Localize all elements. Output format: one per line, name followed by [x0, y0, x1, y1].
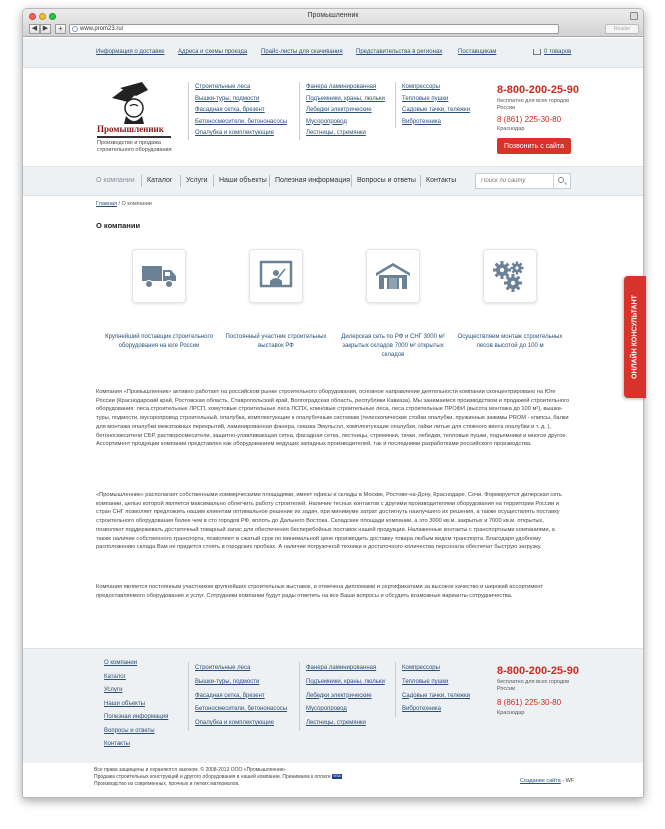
- catalog-link[interactable]: Тепловые пушки: [402, 95, 449, 102]
- main-navigation: [23, 166, 643, 196]
- feature-supplier: [104, 249, 214, 351]
- catalog-column-2: [299, 82, 385, 140]
- copyright-line: Все права защищены и охраняются законом. © 2008-2013 ООО «Промышленник»: [94, 767, 286, 773]
- nav-separator: [269, 175, 270, 187]
- online-consultant-tab[interactable]: [624, 276, 646, 398]
- forward-button[interactable]: ▶: [40, 24, 51, 34]
- feature-tile: [132, 249, 186, 303]
- catalog-link[interactable]: Строительные леса: [195, 84, 251, 90]
- catalog-link[interactable]: Вибротехника: [402, 118, 441, 125]
- fullscreen-icon[interactable]: [630, 12, 638, 20]
- catalog-link[interactable]: Вибротехника: [402, 706, 441, 713]
- history-buttons: [29, 24, 51, 34]
- catalog-link[interactable]: Подъемники, краны, люльки: [306, 95, 385, 102]
- browser-window: [22, 8, 644, 798]
- online-consultant-label: ОНЛАЙН КОНСУЛЬТАНТ: [631, 295, 639, 379]
- footer-link-contacts[interactable]: Контакты: [104, 741, 130, 747]
- footer-link-useful-info[interactable]: Полезная информация: [104, 714, 169, 720]
- catalog-column-1: [188, 82, 287, 140]
- address-bar[interactable]: [69, 24, 559, 34]
- catalog-link[interactable]: Лебедки электрические: [306, 107, 372, 113]
- footer-link-catalog[interactable]: Каталог: [104, 673, 126, 680]
- catalog-link[interactable]: Бетоносмесители, бетононасосы: [195, 706, 288, 713]
- web-page: [23, 38, 643, 798]
- add-bookmark-button[interactable]: +: [55, 24, 66, 34]
- feature-installation: [455, 249, 565, 351]
- footer-toll-free-phone: 8-800-200-25-90: [497, 665, 579, 677]
- window-title: Промышленник: [307, 12, 359, 19]
- nav-item-services[interactable]: Услуги: [186, 177, 208, 184]
- nav-separator: [180, 175, 181, 187]
- nav-item-about[interactable]: О компании: [96, 177, 135, 184]
- footer-catalog-column-1: [188, 662, 287, 731]
- phone-city: Краснодар: [497, 126, 525, 132]
- warehouse-icon: [374, 261, 412, 291]
- bottom-bar: [23, 764, 643, 798]
- feature-text: Крупнейший поставщик строительного оборудования на юге России: [105, 334, 213, 349]
- about-paragraph-2: «Промышленник» располагает собственными коммерческими площадями, имеет офисы и склады в Москве, Ростове-на-Дону, Краснодаре, Сочи. Формируется дилерская сеть компании, целью которой является максимально облегчить работу строителей. Наличие тесных контактов с другими производителями оборудования на территории России и стран СНГ позволяет предложить нашим клиентам оптимальное решение их задач, при минимуме затрат достигнуть наилучшего их решения, а также осуществлять поставку строительного оборудования более чем в сто городов РФ, вплоть до Дальнего Востока. Складские площади компании, а это 3000 кв.м. закрытых и 7000 кв.м. открытых, позволяют поддерживать достаточный товарный запас для обеспечения бесперебойных поставок нашей продукции. Налаженные контакты с транспортными компаниями, а также наличие собственного транспорта, позволяют в сжатый срок по минимальной цене производить доставку товара любым видом транспорта. Благодаря удобному расположению склада Вам не придется стоять в городских пробках. А наличие погрузочной техники и достаточного количества персонала обеспечат быструю загрузку.: [96, 492, 562, 551]
- catalog-link[interactable]: Вышки-туры, подмости: [195, 678, 260, 685]
- globe-icon: [72, 26, 78, 32]
- topnav-delivery-link[interactable]: Информация о доставке: [96, 49, 165, 55]
- site-credit-suffix: - WF: [562, 778, 575, 784]
- topnav-suppliers-link[interactable]: Поставщикам: [458, 49, 497, 55]
- nav-separator: [420, 175, 421, 187]
- nav-item-useful-info[interactable]: Полезная информация: [275, 177, 351, 184]
- nav-item-faq[interactable]: Вопросы и ответы: [357, 177, 416, 184]
- catalog-link[interactable]: Строительные леса: [195, 665, 251, 671]
- feature-dealers: [338, 249, 448, 360]
- search-icon: [558, 177, 564, 183]
- feature-text: Осуществляем монтаж строительных лесов высотой до 100 м: [457, 334, 563, 349]
- footer-link-faq[interactable]: Вопросы и ответы: [104, 727, 155, 734]
- page-title: О компании: [96, 221, 141, 230]
- topnav-addresses-link[interactable]: Адреса и схемы проезда: [178, 49, 248, 55]
- catalog-link[interactable]: Фасадная сетка, брезент: [195, 107, 265, 113]
- footer-catalog-column-3: [395, 662, 470, 717]
- url-text: www.prom23.ru/: [80, 26, 124, 32]
- topnav-regions-link[interactable]: Представительства в регионах: [356, 49, 443, 55]
- payment-line: [94, 774, 394, 781]
- gears-icon: [491, 258, 529, 294]
- footer-phone-note: бесплатно для всех городов России: [497, 679, 570, 692]
- feature-text: Постоянный участник строительных выставок РФ: [225, 334, 327, 349]
- toll-free-phone: 8-800-200-25-90: [497, 84, 579, 96]
- back-button[interactable]: ◀: [29, 24, 40, 34]
- visa-icon: VISA: [333, 774, 341, 779]
- catalog-link[interactable]: Компрессоры: [402, 665, 440, 671]
- site-credit: [520, 778, 574, 784]
- catalog-link[interactable]: Компрессоры: [402, 84, 440, 90]
- catalog-link[interactable]: Тепловые пушки: [402, 678, 449, 685]
- catalog-link[interactable]: Фанера ламинированная: [306, 84, 377, 90]
- catalog-link[interactable]: Подъемники, краны, люльки: [306, 678, 385, 685]
- presentation-icon: [259, 260, 293, 292]
- cart-icon[interactable]: [533, 49, 541, 55]
- production-line: Производство из современных, прочных и легких материалов.: [94, 781, 240, 787]
- catalog-link[interactable]: Фасадная сетка, брезент: [195, 692, 265, 699]
- catalog-link[interactable]: Мусоропровод: [306, 118, 347, 125]
- catalog-link[interactable]: Опалубка и комплектующие: [195, 130, 274, 136]
- catalog-link[interactable]: Лестницы, стремянки: [306, 720, 366, 727]
- breadcrumb: [96, 201, 152, 207]
- catalog-link[interactable]: Мусоропровод: [306, 706, 347, 713]
- logo-wordmark[interactable]: Промышленник: [97, 124, 164, 134]
- nav-separator: [141, 175, 142, 187]
- footer-nav: [104, 657, 168, 752]
- logo-divider: [97, 136, 171, 138]
- nav-item-objects[interactable]: Наши объекты: [219, 177, 267, 184]
- top-navigation: [23, 38, 643, 68]
- breadcrumb-home-link[interactable]: Главная: [96, 201, 117, 207]
- nav-item-catalog[interactable]: Каталог: [147, 177, 173, 184]
- catalog-link[interactable]: Фанера ламинированная: [306, 665, 377, 671]
- breadcrumb-separator: /: [118, 201, 120, 207]
- catalog-column-3: [395, 82, 470, 128]
- nav-item-contacts[interactable]: Контакты: [426, 177, 457, 184]
- nav-separator: [213, 175, 214, 187]
- feature-tile: [249, 249, 303, 303]
- catalog-link[interactable]: Бетоносмесители, бетононасосы: [195, 118, 288, 125]
- about-paragraph-1: Компания «Промышленник» активно работает на российском рынке строительного оборудования, основное направление деятельности компании сконцентрировано на Юге России (Краснодарский край, Ростовская область, Ставропольский край, Волгоградская область, республики Кавказа). Мы занимаемся производством и продажей строительного оборудования: леса строительные ЛРСП, хомутовые строительные леса ЛСПХ, клиновые строительные леса, леса строительные ПРОФИ (высота монтажа до 100 м²), вышки-туры, подмости, мусоропровод строительный, опалубка, комплектующие к опалубочным системам (телескопические стойки опалубки, пружинные зажимы PROM - клипсы, балки для монтажа опалубки межэтажных перекрытий, ламинированная фанера, смазка Эмульсол, комплектующие опалубки, гайки литые для стяжного винта опалубки и т. д. ), бетоносмесители СБР, растворосмесители, защитно-улавливающая сетка, фасадная сетка, лестницы, стремянки, тачки, лебедки, тепловые пушки, подъемники и многое другое. Ассортимент продукции компании представлен как оборудованием ведущих западных производителей, так и последними разработками российского производства.: [96, 389, 570, 448]
- catalog-link[interactable]: Опалубка и комплектующие: [195, 720, 274, 727]
- footer-link-services[interactable]: Услуги: [104, 687, 123, 693]
- breadcrumb-current: О компании: [121, 201, 152, 207]
- catalog-link[interactable]: Лестницы, стремянки: [306, 130, 366, 136]
- legal-text: [94, 767, 394, 788]
- footer-local-phone: 8 (861) 225-30-80: [497, 698, 562, 707]
- truck-icon: [140, 262, 178, 290]
- browser-toolbar: [23, 9, 643, 37]
- about-paragraph-3: Компания является постоянным участником крупнейших строительных выставок, и отмечена дипломами и сертификатами за высокое качество и широкий ассортимент предоставляемого оборудования и услуг. Сотрудники компании будут рады ответить на все Ваши вопросы и обсудить возможные варианты сотрудничества.: [96, 584, 544, 599]
- topnav-pricelists-link[interactable]: Прайс-листы для скачивания: [261, 49, 343, 55]
- feature-text: Дилерская сеть по РФ и СНГ 3000 м² закрытых складов 7000 м² открытых складов: [341, 334, 445, 358]
- feature-tile: [483, 249, 537, 303]
- footer-phone-city: Краснодар: [497, 710, 525, 716]
- cart-link[interactable]: 0 товаров: [544, 49, 572, 55]
- footer: [23, 648, 643, 763]
- footer-catalog-column-2: [299, 662, 385, 731]
- nav-separator: [351, 175, 352, 187]
- catalog-link[interactable]: Садовые тачки, тележки: [402, 692, 470, 699]
- footer-link-about[interactable]: О компании: [104, 660, 138, 666]
- payment-text: Продажа строительных конструкций и другого оборудования в нашей компании. Принимаем к оплате: [94, 774, 331, 780]
- footer-link-objects[interactable]: Наши объекты: [104, 700, 145, 707]
- phone-note: бесплатно для всех городов России: [497, 98, 570, 111]
- catalog-link[interactable]: Садовые тачки, тележки: [402, 107, 470, 113]
- local-phone: 8 (861) 225-30-80: [497, 115, 562, 124]
- feature-exhibitions: [221, 249, 331, 351]
- catalog-link[interactable]: Лебедки электрические: [306, 692, 372, 699]
- logo-tagline: Производство и продажа строительного оборудования: [97, 140, 172, 153]
- reader-button[interactable]: Reader: [605, 24, 639, 34]
- feature-tile: [366, 249, 420, 303]
- site-credit-link[interactable]: Создание сайта: [520, 778, 561, 784]
- catalog-link[interactable]: Вышки-туры, подмости: [195, 95, 260, 102]
- search-button[interactable]: [553, 174, 570, 188]
- call-from-site-button[interactable]: Позвонить с сайта: [497, 138, 571, 154]
